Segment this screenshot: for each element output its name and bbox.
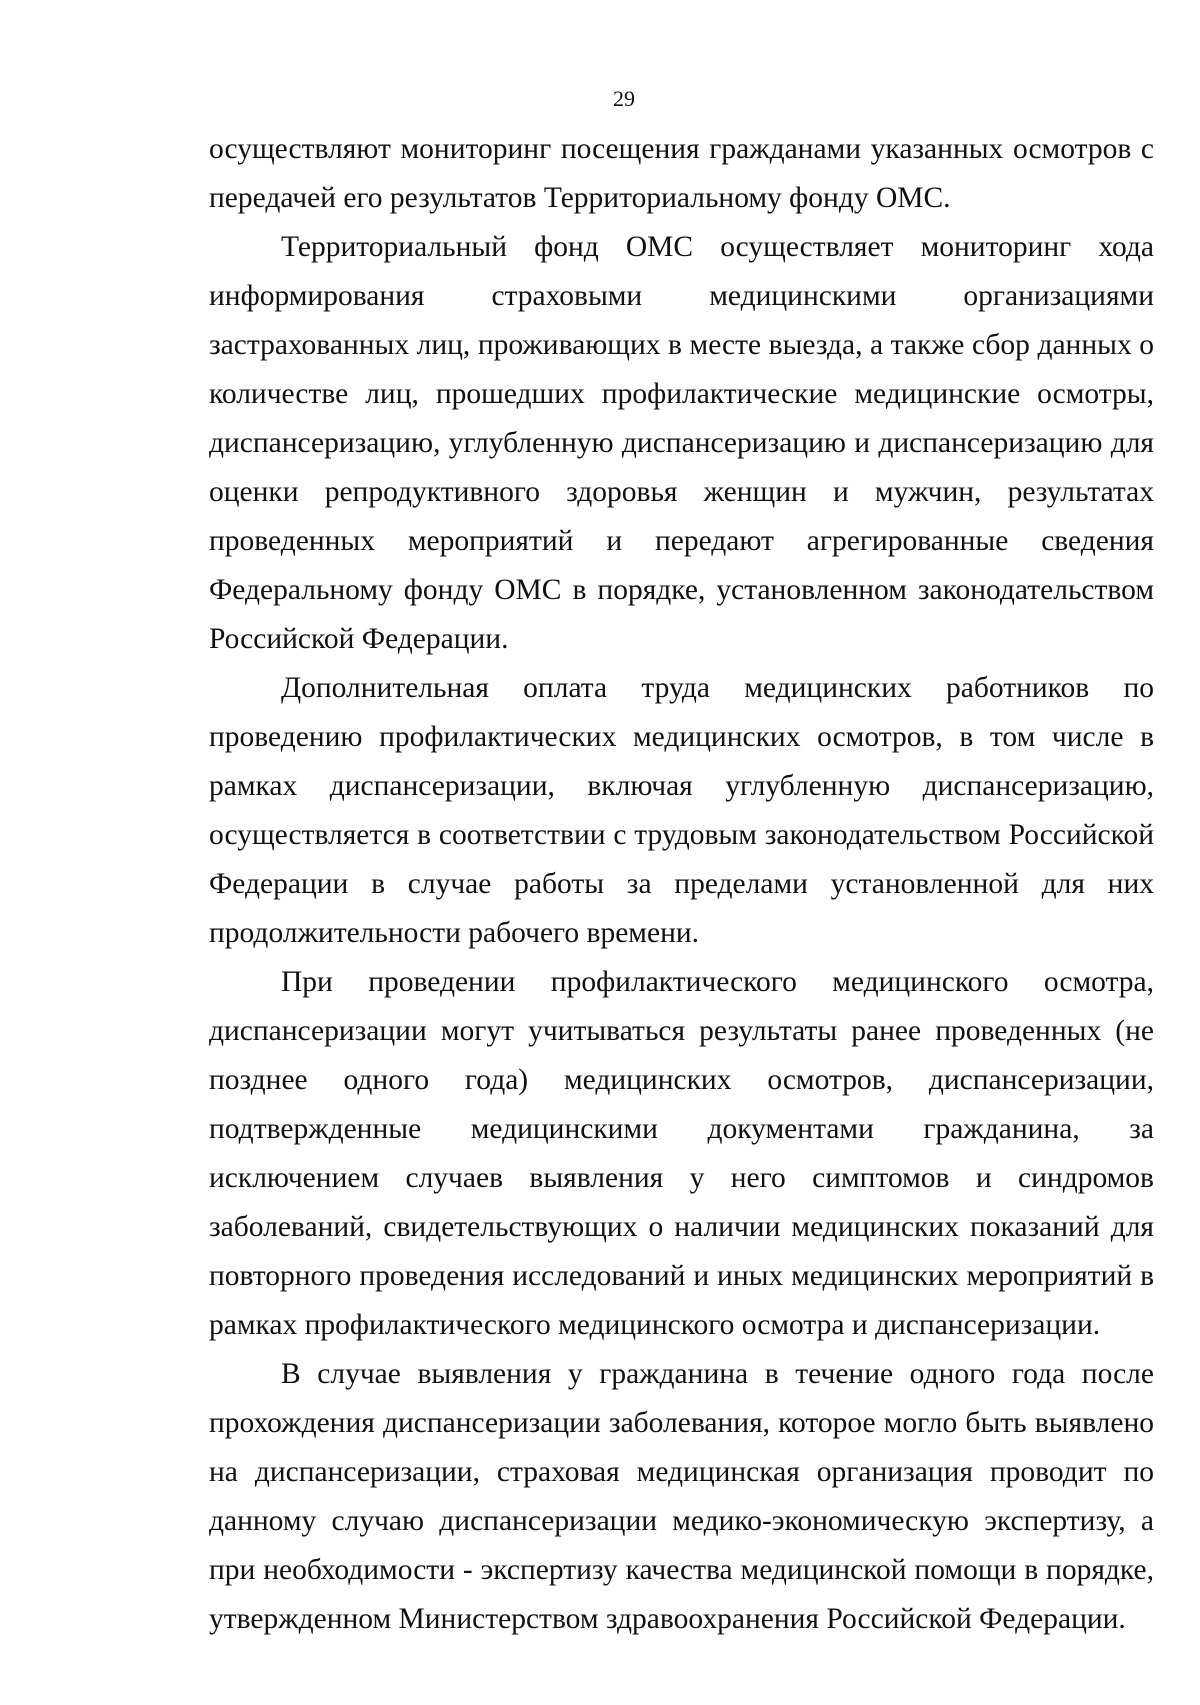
paragraph-2: Территориальный фонд ОМС осуществляет мониторинг хода информирования страховыми медицинскими организациями застрахованных лиц, проживающих в месте выезда, а также сбор данных о количестве лиц, прошедших профилактические медицинские осмотры, диспансеризацию, углубленную диспансеризацию и диспансеризацию для оценки репродуктивного здоровья женщин и мужчин, результатах проведенных мероприятий и передают агрегированные сведения Федеральному фонду ОМС в порядке, установленном законодательством Российской Федерации.	[209, 231, 1154, 655]
paragraph-3: Дополнительная оплата труда медицинских работников по проведению профилактических медицинских осмотров, в том числе в рамках диспансеризации, включая углубленную диспансеризацию, осуществляется в соответствии с трудовым законодательством Российской Федерации в случае работы за пределами установленной для них продолжительности рабочего времени.	[209, 672, 1154, 949]
document-body	[209, 125, 1154, 1644]
paragraph-4: При проведении профилактического медицинского осмотра, диспансеризации могут учитываться результаты ранее проведенных (не позднее одного года) медицинских осмотров, диспансеризации, подтвержденные медицинскими документами гражданина, за исключением случаев выявления у него симптомов и синдромов заболеваний, свидетельствующих о наличии медицинских показаний для повторного проведения исследований и иных медицинских мероприятий в рамках профилактического медицинского осмотра и диспансеризации.	[209, 966, 1154, 1341]
paragraph-5: В случае выявления у гражданина в течение одного года после прохождения диспансеризации заболевания, которое могло быть выявлено на диспансеризации, страховая медицинская организация проводит по данному случаю диспансеризации медико-экономическую экспертизу, а при необходимости - экспертизу качества медицинской помощи в порядке, утвержденном Министерством здравоохранения Российской Федерации.	[209, 1358, 1154, 1635]
page-number: 29	[613, 86, 635, 111]
paragraph-1: осуществляют мониторинг посещения гражданами указанных осмотров с передачей его результатов Территориальному фонду ОМС.	[209, 133, 1154, 214]
